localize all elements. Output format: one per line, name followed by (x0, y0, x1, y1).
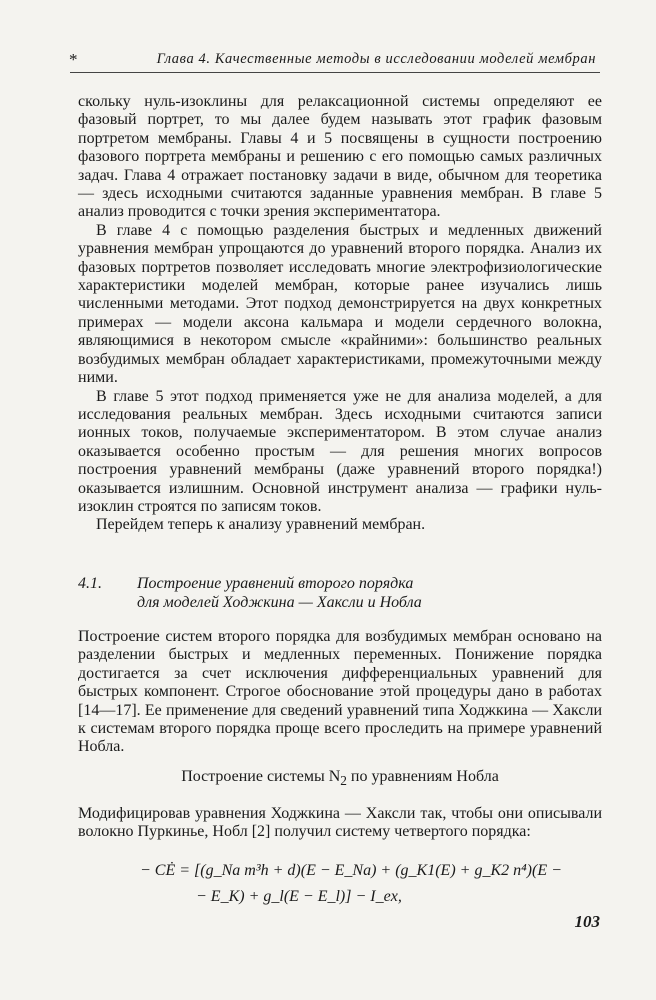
section-number: 4.1. (78, 575, 102, 592)
header-marker: * (69, 50, 78, 69)
section-title-line-2: для моделей Ходжкина — Хаксли и Нобла (137, 594, 422, 611)
paragraph-final: Модифицировав уравнения Ходжкина — Хаксли так, чтобы они описывали волокно Пуркинье, Нобл [2] получил систему четвертого порядка: (78, 805, 602, 841)
running-title: Глава 4. Качественные методы в исследовании моделей мембран (156, 51, 596, 67)
subheading-tail: по уравнениям Нобла (346, 768, 499, 785)
section-title-line-1: Построение уравнений второго порядка (137, 575, 414, 592)
equation-line-1: − CĖ = [(g_Na m³h + d)(E − E_Na) + (g_K1(E) + g_K2 n⁴)(E − (140, 862, 562, 879)
paragraph-1: скольку нуль-изоклины для релаксационной системы определяют ее фазовый портрет, то мы далее будем называть этот график фазовым портретом мембраны. Главы 4 и 5 посвящены в сущности построению фазового портрета мембраны и решению с его помощью самых различных задач. Глава 4 отражает постановку задачи в виде, обычном для теоретика — здесь исходными считаются заданные уравнения мембран. В главе 5 анализ проводится с точки зрения экспериментатора. (78, 93, 602, 221)
section-heading (78, 574, 602, 612)
final-text (78, 805, 602, 842)
paragraph-4: Перейдем теперь к анализу уравнений мембран. (96, 516, 426, 534)
subheading-subscript: 2 (340, 773, 347, 789)
intro-text (78, 93, 602, 535)
paragraph-2: В главе 4 с помощью разделения быстрых и медленных движений уравнения мембран упрощаются до уравнений второго порядка. Анализ их фазовых портретов позволяет исследовать многие электрофизиологические характеристики моделей мембран, которые ранее изучались лишь численными методами. Этот подход демонстрируется на двух конкретных примерах — модели аксона кальмара и модели сердечного волокна, являющимися в некотором смысле «крайними»: большинство реальных возбудимых мембран обладает характеристиками, промежуточными между ними. (78, 221, 602, 387)
paragraph-3: В главе 5 этот подход применяется уже не для анализа моделей, а для исследования реальных мембран. Здесь исходными считаются записи ионных токов, получаемые экспериментатором. В этом случае анализ оказывается особенно простым — для решения многих вопросов построения уравнений мембраны (даже уравнений второго порядка!) оказывается излишним. Основной инструмент анализа — графики нуль-изоклин строятся по записям токов. (78, 387, 602, 515)
section-text (78, 628, 602, 757)
equation-line-2: − E_K) + g_l(E − E_l)] − I_ex, (196, 888, 402, 905)
running-header (70, 50, 600, 73)
subheading-text: Построение системы N (181, 768, 341, 785)
subheading (78, 768, 602, 789)
paragraph-section: Построение систем второго порядка для возбудимых мембран основано на разделении быстрых и медленных переменных. Понижение порядка достигается за счет исключения дифференциальных уравнений для быстрых компонент. Строгое обоснование этой процедуры дано в работах [14—17]. Ее применение для сведений уравнений типа Ходжкина — Хаксли к системам второго порядка проще всего проследить на примере уравнений Нобла. (78, 628, 602, 756)
page-number: 103 (574, 912, 600, 931)
